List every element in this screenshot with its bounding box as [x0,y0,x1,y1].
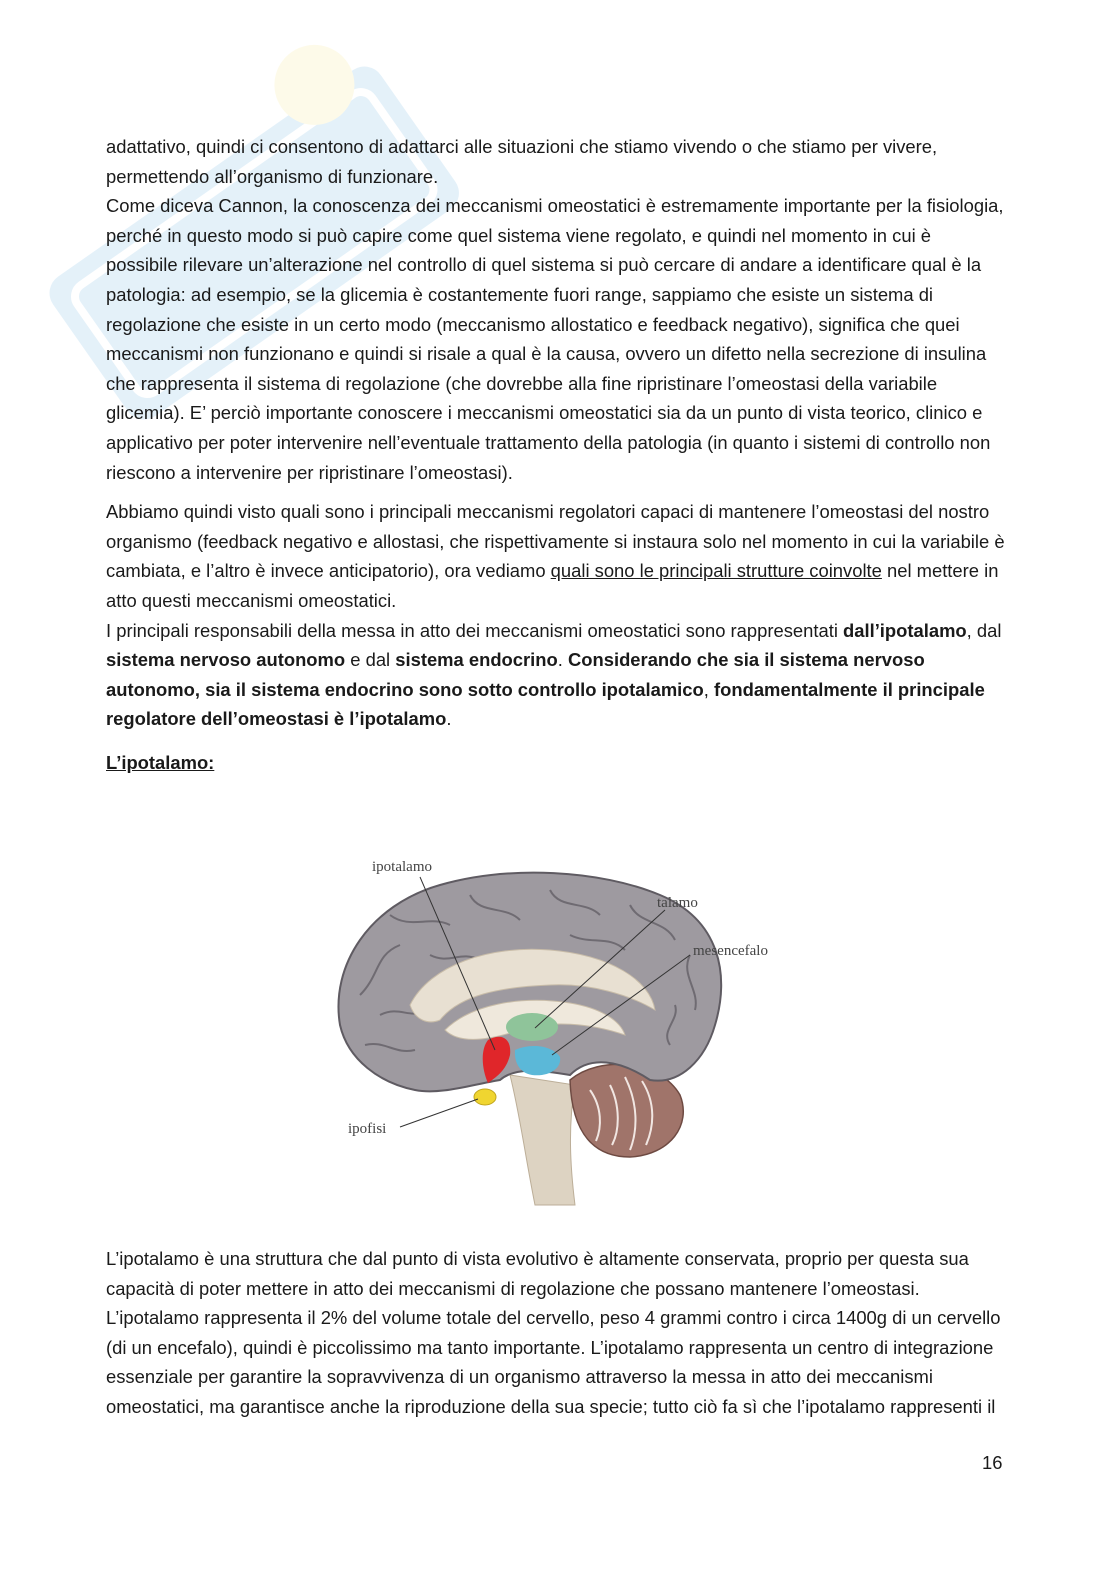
label-ipofisi: ipofisi [348,1121,387,1137]
p4-bold-4: Considerando che sia il sistema nervoso autonomo, sia il sistema endocrino sono sotto controllo ipotalamico [106,649,925,700]
main-text [106,132,1006,777]
label-talamo: talamo [657,895,698,911]
paragraph-4 [106,616,1006,734]
paragraph-5: L’ipotalamo è una struttura che dal punto di vista evolutivo è altamente conservata, proprio per questa sua capacità di poter mettere in atto dei meccanismi di regolazione che possano mantenere l’omeostasi. L’ipotalamo rappresenta il 2% del volume totale del cervello, peso 4 grammi contro i circa 1400g di un cervello (di un encefalo), quindi è piccolissimo ma tanto importante. L’ipotalamo rappresenta un centro di integrazione essenziale per garantire la sopravvivenza di un organismo attraverso la messa in atto dei meccanismi omeostatici, ma garantisce anche la riproduzione della sua specie; tutto ciò fa sì che l’ipotalamo rappresenti il [106,1248,1001,1417]
p4-text-5: , [703,678,714,700]
thalamus [506,1013,558,1041]
label-mesencefalo: mesencefalo [693,943,768,959]
p4-text-3: e dal [345,649,396,671]
paragraph-3-text: Abbiamo quindi visto quali sono i principali meccanismi regolatori capaci di mantenere l’omeostasi del nostro organismo (feedback negativo e allostasi, che rispettivamente si instaura solo nel momento in cui la variabile è cambiata, e l’altro è invece anticipatorio), ora vediamo [106,501,1005,582]
paragraph-3 [106,497,1006,615]
paragraph-3-tail: nel mettere in atto questi meccanismi omeostatici. [106,560,999,611]
paragraph-2: Come diceva Cannon, la conoscenza dei meccanismi omeostatici è estremamente importante per la fisiologia, perché in questo modo si può capire come quel sistema viene regolato, e quindi nel momento in cui è possibile rilevare un’alterazione nel controllo di quel sistema si può cercare di andare a identificare qual è la patologia: ad esempio, se la glicemia è costantemente fuori range, sappiamo che esiste un sistema di regolazione che esiste in un certo modo (meccanismo allostatico e feedback negativo), significa che quei meccanismi non funzionano e quindi si risale a qual è la causa, ovvero un difetto nella secrezione di insulina che rappresenta il sistema di regolazione (che dovrebbe alla fine ripristinare l’omeostasi della variabile glicemia). E’ perciò importante conoscere i meccanismi omeostatici sia da un punto di vista teorico, clinico e applicativo per poter intervenire nell’eventuale trattamento della patologia (in quanto i sistemi di controllo non riescono a intervenire per ripristinare l’omeostasi). [106,195,1004,483]
p4-text-2: , dal [966,619,1002,641]
p4-bold-1: dall’ipotalamo [843,619,967,641]
brainstem [510,1075,575,1205]
p4-text-6: . [446,708,452,730]
section-heading: L’ipotalamo: [106,751,215,773]
p4-text-1: I principali responsabili della messa in atto dei meccanismi omeostatici sono rappresentati [106,619,844,641]
p4-bold-2: sistema nervoso autonomo [106,649,346,671]
p4-text-4: . [557,649,568,671]
paragraph-1: adattativo, quindi ci consentono di adattarci alle situazioni che stiamo vivendo o che stiamo per vivere, permettendo all’organismo di funzionare. [106,136,938,187]
brain-illustration [320,845,800,1220]
text-after-figure [106,1244,1006,1422]
p4-bold-3: sistema endocrino [395,649,558,671]
p4-bold-5: fondamentalmente il principale regolatore dell’omeostasi è l’ipotalamo [106,678,985,730]
paragraph-3-underlined: quali sono le principali strutture coinvolte [550,560,882,582]
brain-figure [320,845,800,1220]
label-ipotalamo: ipotalamo [372,859,432,875]
page-number: 16 [982,1452,1003,1473]
pituitary [474,1089,496,1105]
